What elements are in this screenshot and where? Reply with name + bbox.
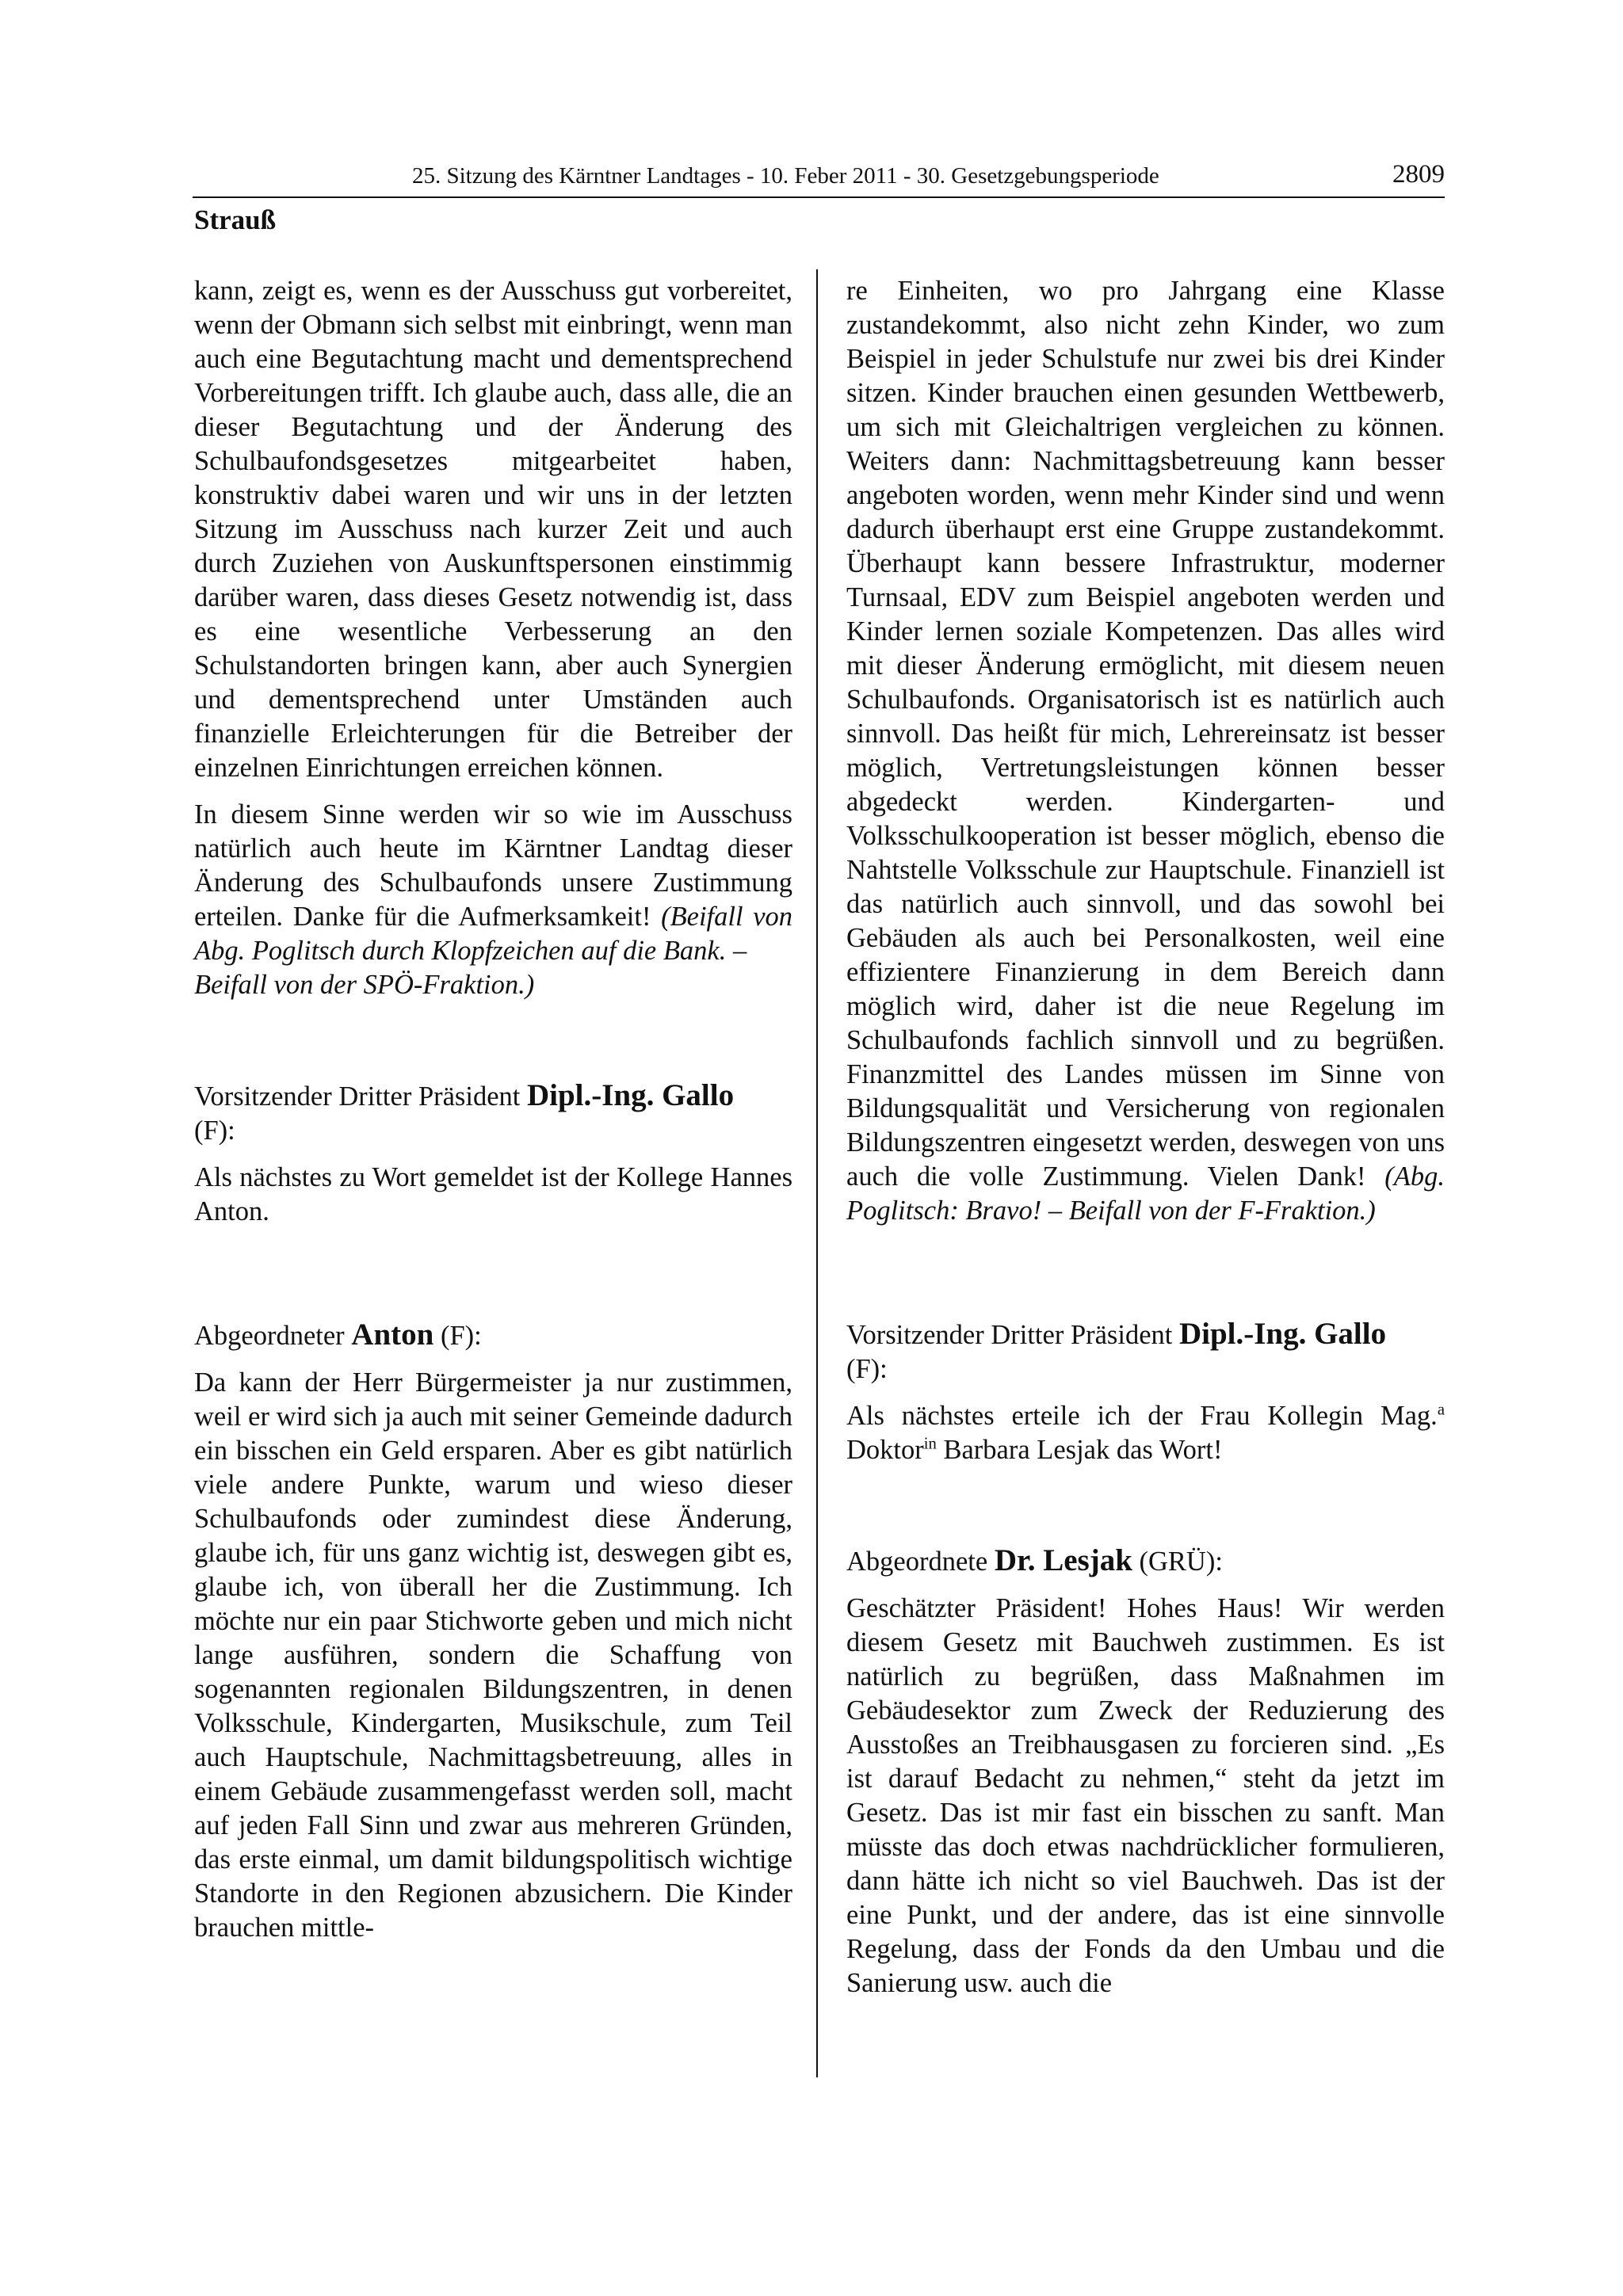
- interjection: (Beifall von Abg. Poglitsch durch Klopfzeichen auf die Bank. –: [194, 902, 793, 966]
- speaker-heading: [194, 1318, 792, 1353]
- paragraph: [846, 1399, 1445, 1467]
- superscript: a: [1437, 1401, 1445, 1419]
- paragraph: kann, zeigt es, wenn es der Ausschuss gut vorbereitet, wenn der Obmann sich selbst mit einbringt, wenn man auch eine Begutachtung macht und dementsprechend Vorbereitungen trifft. Ich glaube auch, dass alle, die an dieser Begutachtung und der Änderung des Schulbaufondsgesetzes mitgearbeitet haben, konstruktiv dabei waren und wir uns in der letzten Sitzung im Ausschuss nach kurzer Zeit und auch durch Zuziehen von Auskunftspersonen einstimmig darüber waren, dass dieses Gesetz notwendig ist, dass es eine wesentliche Verbesserung an den Schulstandorten bringen kann, aber auch Synergien und dementsprechend unter Umständen auch finanzielle Erleichterungen für die Betreiber der einzelnen Einrichtungen erreichen können.: [194, 276, 792, 783]
- speaker-party: (GRÜ):: [1139, 1547, 1223, 1577]
- speaker-role: Abgeordnete: [846, 1547, 988, 1577]
- speaker-name: Dipl.-Ing. Gallo: [526, 1078, 735, 1112]
- speaker-party: (F):: [440, 1321, 482, 1351]
- speaker-heading: [846, 1543, 1445, 1579]
- paragraph-text: In diesem Sinne werden wir so wie im Ausschuss natürlich auch heute im Kärntner Landtag dieser Änderung des Schulbaufonds unsere Zustimmung erteilen. Danke für die Aufmerksamkeit!: [194, 799, 792, 932]
- speaker-name: Dr. Lesjak: [994, 1543, 1132, 1577]
- paragraph: Da kann der Herr Bürgermeister ja nur zustimmen, weil er wird sich ja auch mit seiner Gemeinde dadurch ein bisschen ein Geld ersparen. Aber es gibt natürlich viele andere Punkte, warum und wieso dieser Schulbaufonds oder zumindest diese Änderung, glaube ich, für uns ganz wichtig ist, deswegen gibt es, glaube ich, von überall her die Zustimmung. Ich möchte nur ein paar Stichworte geben und mich nicht lange ausführen, sondern die Schaffung von sogenannten regionalen Bildungszentren, in denen Volksschule, Kindergarten, Musikschule, zum Teil auch Hauptschule, Nachmittagsbetreuung, alles in einem Gebäude zusammengefasst werden soll, macht auf jeden Fall Sinn und zwar aus mehreren Gründen, das erste einmal, um damit bildungspolitisch wichtige Standorte in den Regionen abzusichern. Die Kinder brauchen mittle-: [194, 1367, 792, 1943]
- paragraph-text: re Einheiten, wo pro Jahrgang eine Klasse zustandekommt, also nicht zehn Kinder, wo zum Beispiel in jeder Schulstufe nur zwei bis drei Kinder sitzen. Kinder brauchen einen gesunden Wettbewerb, um sich mit Gleichaltrigen vergleichen zu können. Weiters dann: Nachmittagsbetreuung kann besser angeboten worden, wenn mehr Kinder sind und wenn dadurch überhaupt erst eine Gruppe zustandekommt. Überhaupt kann bessere Infrastruktur, moderner Turnsaal, EDV zum Beispiel angeboten werden und Kinder lernen soziale Kompetenzen. Das alles wird mit dieser Änderung ermöglicht, mit diesem neuen Schulbaufonds. Organisatorisch ist es natürlich auch sinnvoll. Das heißt für mich, Lehrereinsatz ist besser möglich, Vertretungsleistungen können besser abgedeckt werden. Kindergarten- und Volksschulkooperation ist besser möglich, ebenso die Nahtstelle Volksschule zur Hauptschule. Finanziell ist das natürlich auch sinnvoll, und das sowohl bei Gebäuden als auch bei Personalkosten, weil eine effizientere Finanzierung in dem Bereich dann möglich wird, daher ist die neue Regelung im Schulbaufonds fachlich sinnvoll und zu begrüßen. Finanzmittel des Landes müssen im Sinne von Bildungsqualität und Versicherung von regionalen Bildungszentren eingesetzt werden, deswegen von uns auch die volle Zustimmung. Vielen Dank!: [846, 276, 1445, 1192]
- paragraph: [846, 274, 1445, 1228]
- paragraph: Als nächstes zu Wort gemeldet ist der Kollege Hannes Anton.: [194, 1162, 792, 1226]
- speaker-role: Abgeordneter: [194, 1321, 345, 1351]
- speaker-role: Vorsitzender Dritter Präsident: [194, 1081, 521, 1112]
- speaker-name: Dipl.-Ing. Gallo: [1178, 1317, 1387, 1351]
- page-number: 2809: [1392, 160, 1445, 189]
- interjection: (Abg. Poglitsch: Bravo! – Beifall von der F-Fraktion.): [846, 1161, 1445, 1226]
- running-speaker-name: Strauß: [194, 204, 277, 235]
- speaker-party: (F):: [846, 1354, 888, 1384]
- speaker-role: Vorsitzender Dritter Präsident: [846, 1320, 1173, 1350]
- speaker-heading: [846, 1317, 1445, 1386]
- session-title: 25. Sitzung des Kärntner Landtages - 10. Feber 2011 - 30. Gesetzgebungsperiode: [412, 163, 1159, 189]
- paragraph-text: Barbara Lesjak das Wort!: [943, 1435, 1223, 1465]
- speaker-party: (F):: [194, 1116, 235, 1146]
- column-divider: [816, 269, 818, 2077]
- paragraph-text: Doktor: [846, 1435, 924, 1465]
- paragraph: Geschätzter Präsident! Hohes Haus! Wir werden diesem Gesetz mit Bauchweh zustimmen. Es ist natürlich zu begrüßen, dass Maßnahmen im Gebäudesektor zum Zweck der Reduzierung des Ausstoßes an Treibhausgasen zu forcieren sind. „Es ist darauf Bedacht zu nehmen,“ steht da jetzt im Gesetz. Das ist mir fast ein bisschen zu sanft. Man müsste das doch etwas nachdrücklicher formulieren, dann hätte ich nicht so viel Bauchweh. Das ist der eine Punkt, und der andere, das ist eine sinnvolle Regelung, dass der Fonds da den Umbau und die Sanierung usw. auch die: [846, 1593, 1445, 1998]
- right-column: [846, 274, 1445, 2013]
- interjection: Beifall von der SPÖ-Fraktion.): [194, 970, 535, 1000]
- speaker-name: Anton: [351, 1318, 434, 1352]
- superscript: in: [923, 1435, 937, 1453]
- header-rule: [193, 196, 1445, 198]
- paragraph: [194, 798, 792, 1002]
- paragraph-text: Als nächstes erteile ich der Frau Kollegin Mag.: [846, 1401, 1438, 1431]
- speaker-heading: [194, 1078, 792, 1148]
- left-column: [194, 274, 792, 1958]
